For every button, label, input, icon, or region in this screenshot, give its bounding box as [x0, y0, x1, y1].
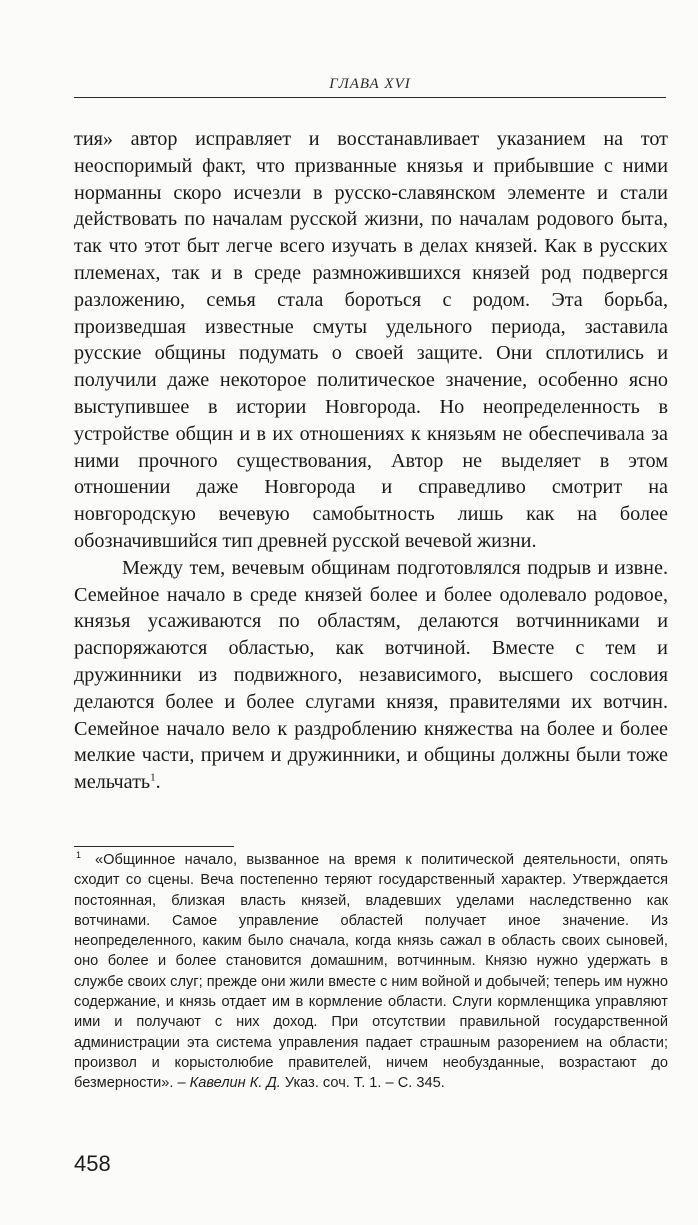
footnote: [74, 850, 668, 1094]
header-rule: [74, 97, 666, 98]
paragraph: Между тем, вечевым общинам подготовлялся подрыв и извне. Семейное начало в среде князей более и более одолевало родовое, князья усаживаются по областям, делаются вотчинниками и распоряжаются областью, как вотчиной. Вместе с тем и дружинники из подвижного, независимого, высшего сословия делаются более и более слугами князя, правителями их вотчин. Семейное начало вело к раздроблению княжества на более и более мелкие части, причем и дружинники, и общины должны были тоже мельчать$^1$.: [74, 556, 668, 794]
page-number: 458: [74, 1151, 111, 1176]
paragraph-text: Между тем, вечевым общинам подготовлялся подрыв и извне. Семейное начало в среде князей более и более одолевало родовое, князья усаживаются по областям, делаются вотчинниками и распоряжаются областью, как вотчиной. Вместе с тем и дружинники из подвижного, независимого, высшего сословия делаются более и более слугами князя, правителями их вотчин. Семейное начало вело к раздроблению княжества на более и более мелкие части, причем и дружинники, и общины должны были тоже мельчать: [74, 556, 668, 794]
footnote-author: Кавелин К. Д.: [189, 1075, 281, 1092]
footnote-citation: Указ. соч. Т. 1. – С. 345.: [284, 1075, 445, 1092]
footnote-mark: 1: [76, 850, 82, 861]
footnote-paragraph: [74, 850, 668, 1094]
footnote-text: «Общинное начало, вызванное на время к политической деятельности, опять сходит со сцены. Веча постепенно теряют государственный характер. Утверждается постоянная, близкая власть князей, владевших уделами наследственно как вотчинами. Самое управление областей получает иное значение. Из неопределенного, каким было сначала, когда князь сажал в область своих сыновей, оно более и более становится домашним, вотчинным. Князю нужно удержать в службе своих слуг; прежде они жили вместе с ним войной и добычей; теперь им нужно содержание, и князь отдает им в кормление области. Слуги кормленщика управляют ими и получают с них доход. При отсутствии правильной государственной администрации эта система управления падает страшным разорением на области; произвол и корыстолюбие правителей, ничем необузданные, возрастают до безмерности». –: [74, 852, 668, 1092]
running-title: ГЛАВА XVI: [329, 76, 411, 92]
main-text: [74, 126, 668, 796]
footnote-rule: [74, 846, 234, 847]
paragraph: [74, 126, 668, 555]
paragraph-text: тия» автор исправляет и восстанавливает указанием на тот неоспоримый факт, что призванные князья и прибывшие с ними норманны скоро исчезли в русско-славянском элементе и стали действовать по началам русской жизни, по началам родового быта, так что этот быт легче всего изучать в делах князей. Как в русских племенах, так и в среде размножившихся князей род подвергся разложению, семья стала бороться с родом. Эта борьба, произведшая известные смуты удельного периода, заставила русские общины подумать о своей защите. Они сплотились и получили даже некоторое политическое значение, особенно ясно выступившее в истории Новгорода. Но неопределенность в устройстве общин и в их отношениях к князьям не обеспечивала за ними прочного существования, Автор не выделяет в этом отношении даже Новгорода и справедливо смотрит на новгородскую вечевую самобытность лишь как на более обозначившийся тип древней русской вечевой жизни.: [74, 128, 668, 552]
footnote-reference[interactable]: 1: [150, 771, 156, 784]
